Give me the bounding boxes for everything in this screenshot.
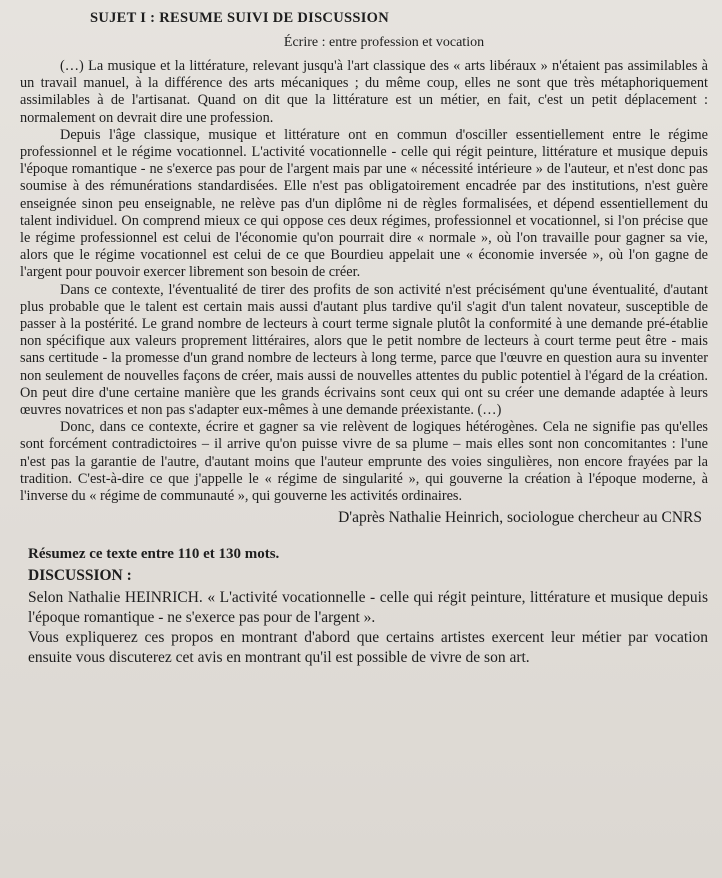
paragraph-2: Depuis l'âge classique, musique et littérature ont en commun d'osciller essentiellement entre le régime professionnel et le régime vocationnel. L'activité vocationnelle - celle qui régit peinture, littérature et musique depuis l'époque romantique - ne s'exerce pas pour de l'argent mais par une « nécessité intérieure » de l'auteur, et n'est donc pas soumise à des rémunérations standardisées. Elle n'est pas obligatoirement encadrée par des institutions, n'est guère enseignée sinon peu enseignable, ne relève pas d'un diplôme ni de règles formalisées, et dépend essentiellement du talent individuel. On comprend mieux ce qui oppose ces deux régimes, professionnel et vocationnel, si l'on précise que le régime professionnel est celui de l'économie qu'on pourrait dire « normale », où l'on travaille pour gagner sa vie, alors que le régime vocationnel est celui de ce que Bourdieu appelait une « économie inversée », où l'on gagne de l'argent pour pouvoir exercer librement son besoin de créer. [20, 126, 708, 281]
subject-heading: SUJET I : RESUME SUIVI DE DISCUSSION [90, 10, 390, 26]
source-text [20, 58, 708, 505]
discussion-instruction: Vous expliquerez ces propos en montrant d'abord que certains artistes exercent leur métier par vocation ensuite vous discuterez cet avis en montrant qu'il est possible de vivre de son art. [28, 629, 708, 667]
discussion-text [28, 588, 708, 668]
paragraph-3: Dans ce contexte, l'éventualité de tirer des profits de son activité n'est précisément qu'une éventualité, d'autant plus probable que le talent est certain mais aussi d'autant plus tardive qu'il s'agit d'un talent novateur, susceptible de passer à la postérité. Le grand nombre de lecteurs à court terme signale plutôt la conformité à une demande pré-établie non spécifique aux valeurs proprement littéraires, alors que le petit nombre de lecteurs à court terme peut être - mais sans certitude - la promesse d'un grand nombre de lecteurs à long terme, parce que l'œuvre en question aura su inventer non seulement de nouvelles façons de créer, mais aussi de nouvelles attentes du public potentiel à l'égard de la création. On peut dire d'une certaine manière que les grands écrivains sont ceux qui ont su créer une demande adaptée à leurs œuvres novatrices et non pas s'adapter eux-mêmes à une demande préexistante. (…) [20, 281, 708, 419]
text-subtitle: Écrire : entre profession et vocation [283, 35, 485, 50]
paragraph-1: (…) La musique et la littérature, relevant jusqu'à l'art classique des « arts libéraux » n'étaient pas assimilables à un travail manuel, à la différence des arts mécaniques ; du même coup, elles ne sont que très métaphoriquement assimilables à de l'artisanat. Quand on dit que la littérature est un métier, en fait, c'est un petit déplacement : normalement on devrait dire une profession. [20, 58, 708, 126]
paragraph-4: Donc, dans ce contexte, écrire et gagner sa vie relèvent de logiques hétérogènes. Cela ne signifie pas qu'elles sont forcément contradictoires – il arrive qu'on puisse vivre de sa plume – mais elles sont non concomitantes : l'une n'est pas la garantie de l'autre, d'autant moins que l'auteur emprunte des voies singulières, non encore frayées par la tradition. C'est-à-dire ce que j'appelle le « régime de singularité », qui gouverne la création à l'époque moderne, à l'inverse du « régime de communauté », qui gouverne les activités ordinaires. [20, 419, 708, 505]
discussion-heading: DISCUSSION : [28, 567, 132, 585]
discussion-quote: Selon Nathalie HEINRICH. « L'activité vocationnelle - celle qui régit peinture, littérature et musique depuis l'époque romantique - ne s'exerce pas pour de l'argent ». [28, 589, 708, 627]
source-attribution: D'après Nathalie Heinrich, sociologue chercheur au CNRS [338, 509, 702, 527]
summary-instruction: Résumez ce texte entre 110 et 130 mots. [28, 546, 280, 563]
